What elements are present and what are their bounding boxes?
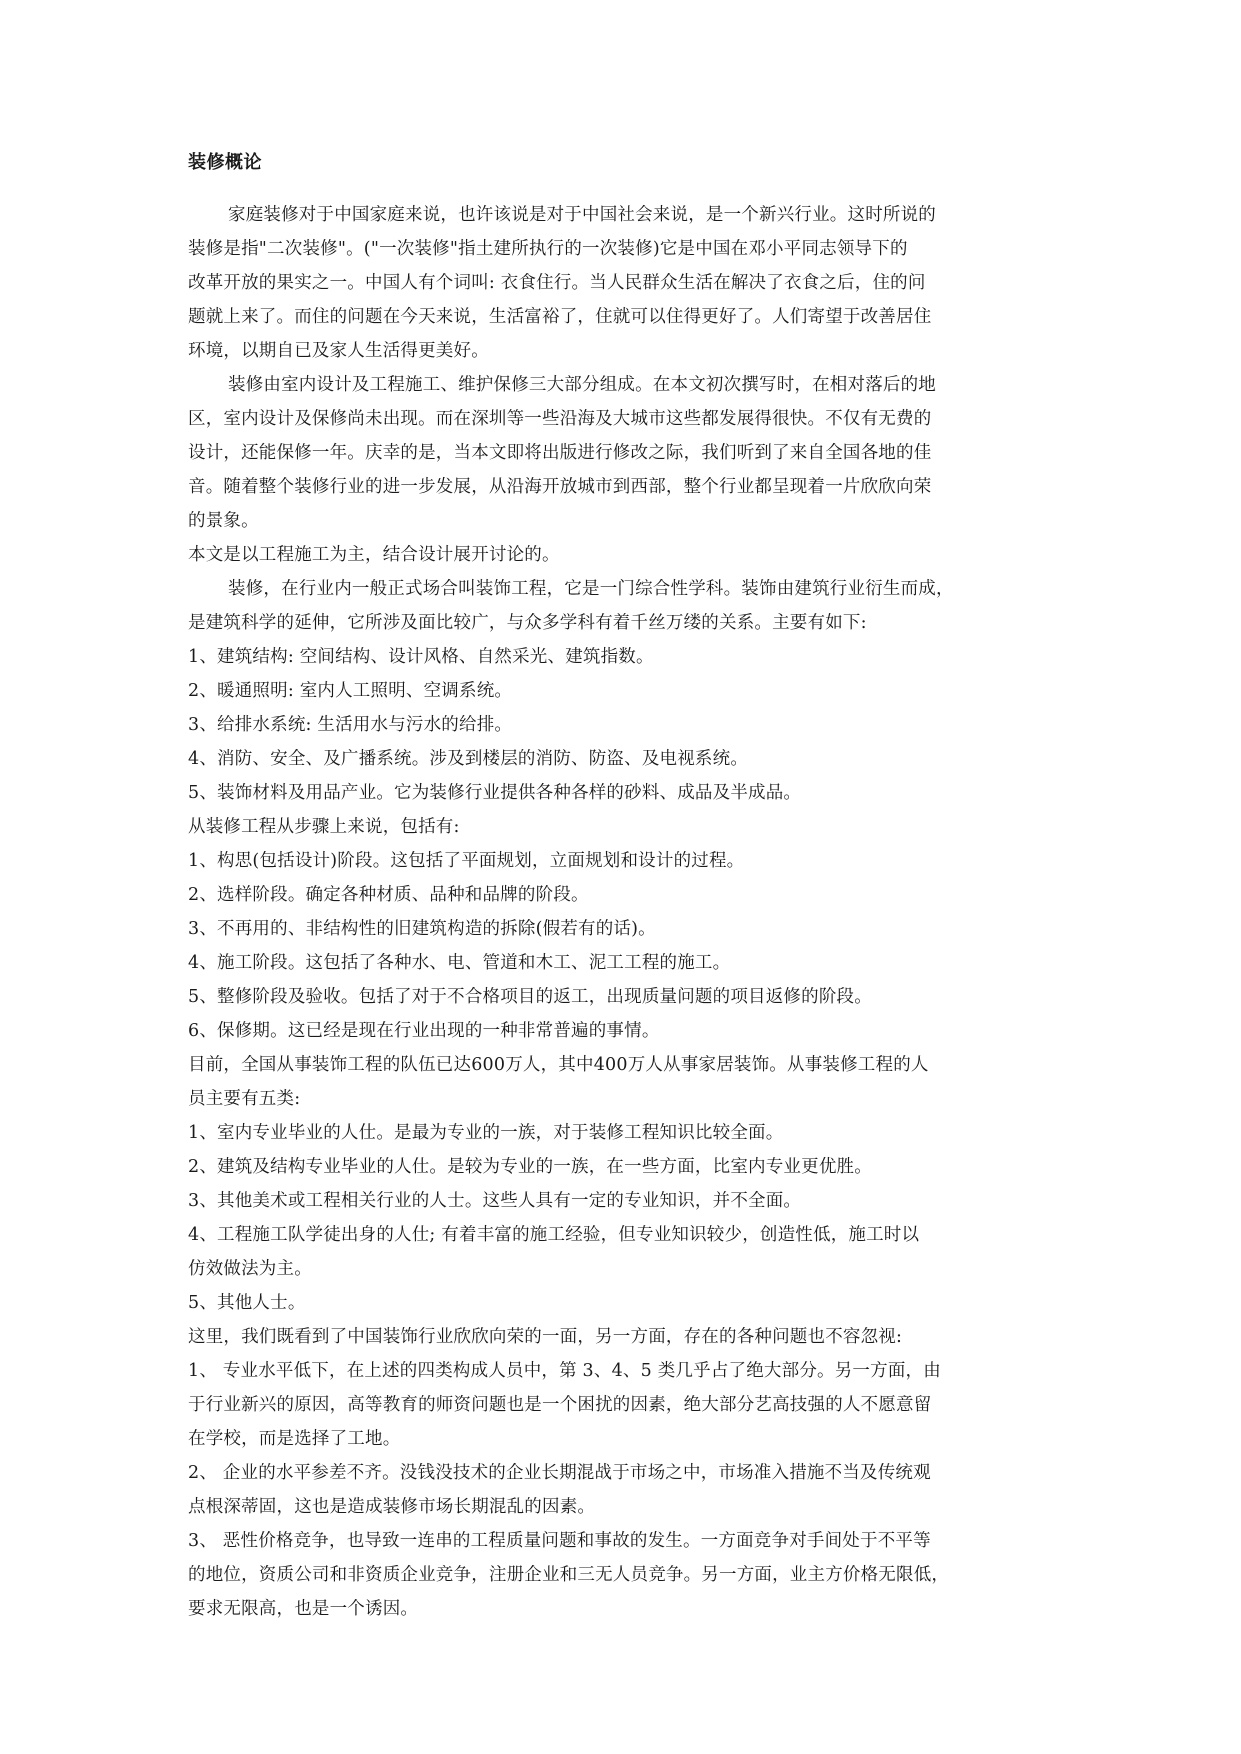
text-line: 3、 恶性价格竞争，也导致一连串的工程质量问题和事故的发生。一方面竞争对手间处于不平等	[188, 1531, 931, 1551]
text-line: 的地位，资质公司和非资质企业竞争，注册企业和三无人员竞争。另一方面，业主方价格无限低，	[188, 1565, 950, 1585]
text-line: 设计，还能保修一年。庆幸的是，当本文即将出版进行修改之际，我们听到了来自全国各地的佳	[188, 443, 932, 463]
text-line: 5、整修阶段及验收。包括了对于不合格项目的返工，出现质量问题的项目返修的阶段。	[188, 987, 872, 1007]
text-line: 3、给排水系统: 生活用水与污水的给排。	[188, 715, 513, 735]
text-line: 改革开放的果实之一。中国人有个词叫: 衣食住行。当人民群众生活在解决了衣食之后，住的问	[188, 273, 926, 293]
text-line: 4、工程施工队学徒出身的人仕; 有着丰富的施工经验，但专业知识较少，创造性低，施工时以	[188, 1225, 920, 1245]
text-line: 题就上来了。而住的问题在今天来说，生活富裕了，住就可以住得更好了。人们寄望于改善居住	[188, 307, 932, 327]
text-line: 目前，全国从事装饰工程的队伍已达600万人，其中400万人从事家居装饰。从事装修工程的人	[188, 1055, 929, 1075]
document-page	[188, 150, 1068, 1626]
text-line: 3、其他美术或工程相关行业的人士。这些人具有一定的专业知识，并不全面。	[188, 1191, 802, 1211]
text-line: 4、消防、安全、及广播系统。涉及到楼层的消防、防盗、及电视系统。	[188, 749, 749, 769]
text-line: 这里，我们既看到了中国装饰行业欣欣向荣的一面，另一方面，存在的各种问题也不容忽视:	[188, 1327, 903, 1347]
text-line: 4、施工阶段。这包括了各种水、电、管道和木工、泥工工程的施工。	[188, 953, 731, 973]
text-line: 是建筑科学的延伸，它所涉及面比较广，与众多学科有着千丝万缕的关系。主要有如下:	[188, 613, 867, 633]
text-line: 1、构思(包括设计)阶段。这包括了平面规划，立面规划和设计的过程。	[188, 851, 745, 871]
text-line: 装修由室内设计及工程施工、维护保修三大部分组成。在本文初次撰写时，在相对落后的地	[228, 375, 936, 395]
text-line: 1、建筑结构: 空间结构、设计风格、自然采光、建筑指数。	[188, 647, 654, 667]
text-line: 环境，以期自已及家人生活得更美好。	[188, 341, 489, 361]
text-line: 1、室内专业毕业的人仕。是最为专业的一族，对于装修工程知识比较全面。	[188, 1123, 784, 1143]
text-line: 5、装饰材料及用品产业。它为装修行业提供各种各样的砂料、成品及半成品。	[188, 783, 802, 803]
document-title: 装修概论	[188, 152, 262, 173]
text-line: 2、选样阶段。确定各种材质、品种和品牌的阶段。	[188, 885, 589, 905]
text-line: 仿效做法为主。	[188, 1259, 312, 1279]
text-line: 5、其他人士。	[188, 1293, 306, 1313]
text-line: 3、不再用的、非结构性的旧建筑构造的拆除(假若有的话)。	[188, 919, 656, 939]
text-line: 2、建筑及结构专业毕业的人仕。是较为专业的一族，在一些方面，比室内专业更优胜。	[188, 1157, 872, 1177]
text-line: 从装修工程从步骤上来说，包括有:	[188, 817, 460, 837]
text-line: 装修，在行业内一般正式场合叫装饰工程，它是一门综合性学科。装饰由建筑行业衍生而成，	[228, 579, 954, 599]
text-line: 2、暖通照明: 室内人工照明、空调系统。	[188, 681, 513, 701]
text-line: 2、 企业的水平参差不齐。没钱没技术的企业长期混战于市场之中，市场准入措施不当及传统观	[188, 1463, 931, 1483]
text-line: 点根深蒂固，这也是造成装修市场长期混乱的因素。	[188, 1497, 596, 1517]
text-line: 于行业新兴的原因，高等教育的师资问题也是一个困扰的因素，绝大部分艺高技强的人不愿意留	[188, 1395, 932, 1415]
text-line: 家庭装修对于中国家庭来说，也许该说是对于中国社会来说，是一个新兴行业。这时所说的	[228, 205, 936, 225]
text-line: 装修是指"二次装修"。("一次装修"指土建所执行的一次装修)它是中国在邓小平同志领导下的	[188, 239, 908, 259]
text-line: 的景象。	[188, 511, 259, 531]
text-line: 音。随着整个装修行业的进一步发展，从沿海开放城市到西部，整个行业都呈现着一片欣欣向荣	[188, 477, 932, 497]
text-line: 在学校，而是选择了工地。	[188, 1429, 401, 1449]
text-line: 员主要有五类:	[188, 1089, 301, 1109]
text-line: 要求无限高，也是一个诱因。	[188, 1599, 419, 1619]
text-line: 1、 专业水平低下，在上述的四类构成人员中，第 3、4、5 类几乎占了绝大部分。另一方面，由	[188, 1361, 941, 1381]
text-line: 区，室内设计及保修尚未出现。而在深圳等一些沿海及大城市这些都发展得很快。不仅有无费的	[188, 409, 932, 429]
text-line: 本文是以工程施工为主，结合设计展开讨论的。	[188, 545, 560, 565]
text-line: 6、保修期。这已经是现在行业出现的一种非常普遍的事情。	[188, 1021, 660, 1041]
document-body	[188, 198, 1068, 1626]
